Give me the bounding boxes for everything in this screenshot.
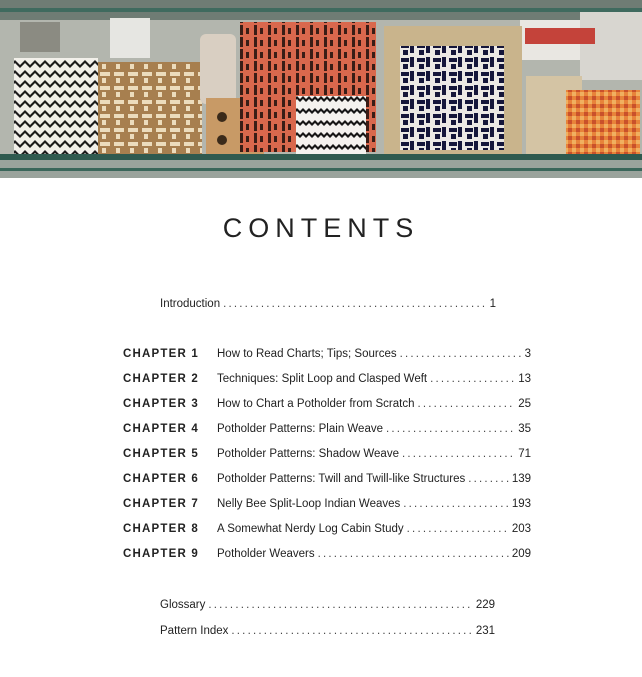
toc-entry-page: 71 (518, 448, 531, 460)
toc-entry-name: Glossary (160, 599, 206, 611)
toc-entry-page: 193 (511, 498, 531, 510)
toc-entry-name: Potholder Patterns: Shadow Weave (217, 448, 399, 460)
toc-leader-dots (231, 625, 472, 637)
toc-chapter-4[interactable] (123, 423, 531, 441)
toc-chapter-1[interactable] (123, 348, 531, 366)
toc-leader-dots (223, 298, 486, 310)
toc-entry-name: Potholder Patterns: Plain Weave (217, 423, 383, 435)
page-title: CONTENTS (222, 213, 420, 243)
header-photo (0, 0, 642, 178)
toc-leader-dots (208, 599, 472, 611)
toc-entry-page: 13 (518, 373, 531, 385)
chapter-label: CHAPTER 1 (123, 348, 199, 360)
toc-entry-name: Introduction (160, 298, 221, 310)
toc-entry-name: Potholder Patterns: Twill and Twill-like Structures (217, 473, 466, 485)
chapter-label: CHAPTER 6 (123, 473, 199, 485)
toc-chapter-8[interactable] (123, 523, 531, 541)
chapter-label: CHAPTER 9 (123, 548, 199, 560)
toc-entry-page: 209 (511, 548, 531, 560)
toc-entry-name: How to Chart a Potholder from Scratch (217, 398, 415, 410)
toc-entry-page: 3 (524, 348, 531, 360)
toc-entry-name: Pattern Index (160, 625, 229, 637)
toc-entry-page: 1 (489, 298, 496, 310)
toc-chapter-9[interactable] (123, 548, 531, 566)
toc-leader-dots (400, 348, 522, 360)
chapter-label: CHAPTER 8 (123, 523, 199, 535)
toc-entry-name: Nelly Bee Split-Loop Indian Weaves (217, 498, 401, 510)
chapter-label: CHAPTER 3 (123, 398, 199, 410)
toc-entry-pattern-index[interactable] (160, 625, 495, 643)
toc-entry-page: 231 (475, 625, 495, 637)
chapter-label: CHAPTER 7 (123, 498, 199, 510)
toc-entry-page: 203 (511, 523, 531, 535)
toc-entry-name: Potholder Weavers (217, 548, 315, 560)
toc-entry-page: 139 (511, 473, 531, 485)
chapter-label: CHAPTER 4 (123, 423, 199, 435)
chapter-label: CHAPTER 5 (123, 448, 199, 460)
toc-leader-dots (418, 398, 516, 410)
toc-entry-page: 229 (475, 599, 495, 611)
toc-leader-dots (407, 523, 509, 535)
toc-entry-introduction[interactable] (160, 298, 496, 316)
toc-leader-dots (403, 498, 509, 510)
toc-leader-dots (386, 423, 515, 435)
toc-chapter-5[interactable] (123, 448, 531, 466)
toc-entry-glossary[interactable] (160, 599, 495, 617)
toc-leader-dots (402, 448, 515, 460)
toc-chapter-3[interactable] (123, 398, 531, 416)
toc-chapter-2[interactable] (123, 373, 531, 391)
toc-leader-dots (318, 548, 509, 560)
chapter-label: CHAPTER 2 (123, 373, 199, 385)
toc-entry-name: Techniques: Split Loop and Clasped Weft (217, 373, 428, 385)
toc-leader-dots (468, 473, 509, 485)
toc-entry-page: 25 (518, 398, 531, 410)
toc-entry-name: How to Read Charts; Tips; Sources (217, 348, 397, 360)
toc-chapter-7[interactable] (123, 498, 531, 516)
toc-entry-page: 35 (518, 423, 531, 435)
toc-leader-dots (430, 373, 515, 385)
toc-entry-name: A Somewhat Nerdy Log Cabin Study (217, 523, 404, 535)
toc-chapter-6[interactable] (123, 473, 531, 491)
